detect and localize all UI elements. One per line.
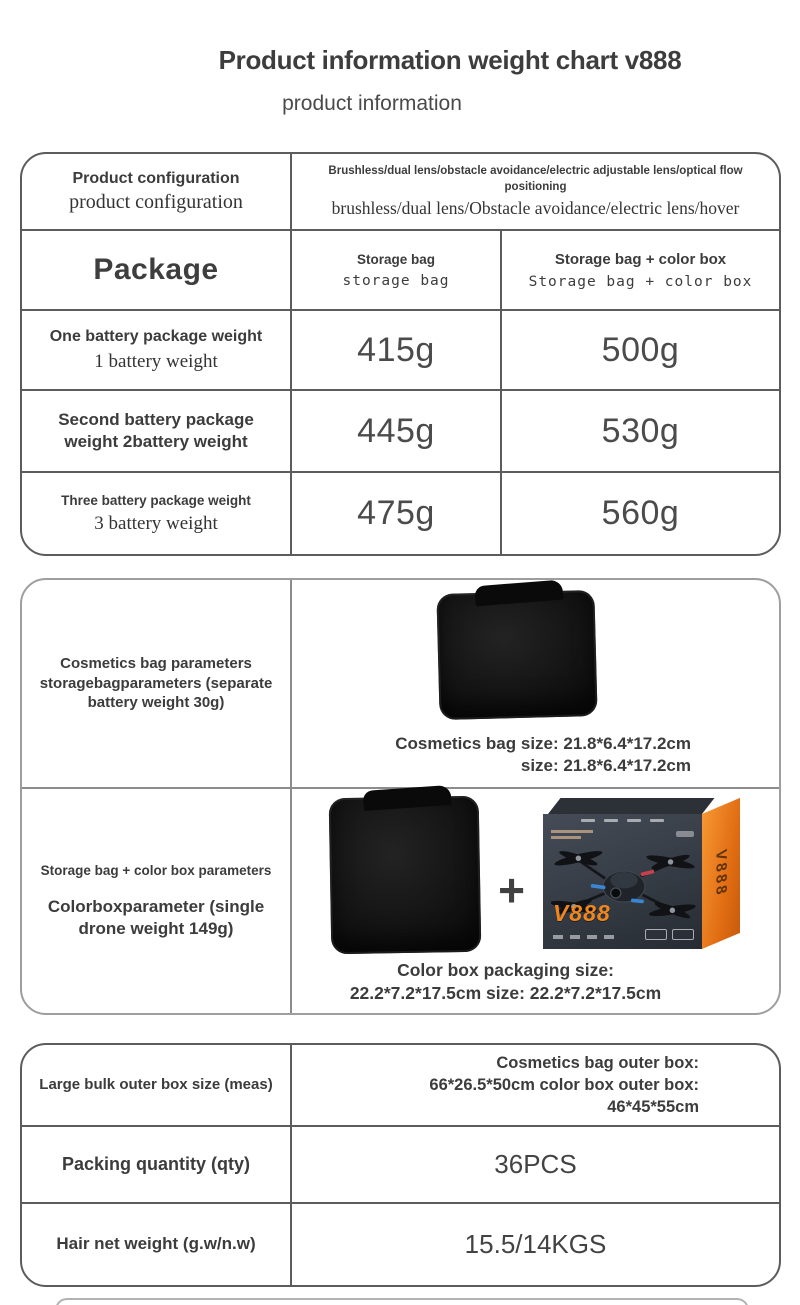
- cell-one-battery-label: [22, 311, 290, 389]
- three-battery-bold: Three battery package weight: [61, 492, 251, 508]
- two-battery-bag-value: 445g: [357, 411, 435, 450]
- three-battery-box-value: 560g: [601, 494, 680, 532]
- cell-three-battery-label: [22, 473, 290, 554]
- table-row-two-battery: [22, 389, 779, 471]
- config-value-serif: brushless/dual lens/Obstacle avoidance/electric lens/hover: [331, 198, 740, 219]
- colorbox-caption: [350, 959, 661, 1005]
- cell-packing-qty-label: [22, 1127, 290, 1202]
- cell-colorbox-label: [22, 789, 290, 1013]
- outer-box-label: Large bulk outer box size (meas): [39, 1076, 273, 1094]
- cell-storage-box-header: [500, 231, 779, 309]
- three-battery-bag-value: 475g: [357, 494, 435, 532]
- cell-net-weight-label: [22, 1204, 290, 1285]
- table-row-net-weight: [22, 1202, 779, 1285]
- storage-bag-header-sub: storage bag: [342, 273, 450, 290]
- color-box-side-brand: V888: [712, 846, 730, 901]
- shipping-table: [20, 1043, 781, 1287]
- outer-box-line3: 46*45*55cm: [607, 1098, 699, 1117]
- cell-config-label: [22, 154, 290, 229]
- cosmetics-label: Cosmetics bag parameters storagebagparameters (separate battery weight 30g): [39, 655, 273, 712]
- cell-storage-bag-header: [290, 231, 500, 309]
- cell-outer-box-value: [290, 1045, 779, 1125]
- cell-net-weight-value: [290, 1204, 779, 1285]
- table-row-three-battery: [22, 471, 779, 554]
- outer-box-line1: Cosmetics bag outer box:: [496, 1053, 699, 1072]
- color-box-orange-side: [702, 798, 740, 949]
- table-row-cosmetics-bag: [22, 580, 779, 787]
- cell-cosmetics-picture: [290, 580, 779, 787]
- cell-config-value: [290, 154, 779, 229]
- cell-packing-qty-value: [290, 1127, 779, 1202]
- cell-two-battery-box-weight: [500, 391, 779, 471]
- storage-box-header-bold: Storage bag + color box: [554, 250, 727, 268]
- box-bottom-badges: [645, 929, 694, 940]
- cell-two-battery-label: [22, 391, 290, 471]
- box-bottom-icons: [553, 935, 614, 939]
- config-label-bold: Product configuration: [72, 170, 240, 188]
- one-battery-bag-value: 415g: [357, 330, 435, 369]
- cell-one-battery-bag-weight: [290, 311, 500, 389]
- net-weight-label: Hair net weight (g.w/n.w): [56, 1234, 256, 1254]
- one-battery-box-value: 500g: [601, 330, 680, 369]
- net-weight-value: 15.5/14KGS: [464, 1229, 607, 1259]
- weight-table: [20, 152, 781, 556]
- packaging-table: [20, 578, 781, 1015]
- packing-qty-label: Packing quantity (qty): [61, 1154, 250, 1174]
- page-subtitle: product information: [282, 92, 462, 115]
- one-battery-serif: 1 battery weight: [94, 351, 218, 373]
- plus-sign: +: [498, 864, 525, 916]
- three-battery-serif: 3 battery weight: [94, 513, 218, 535]
- table-row-package-header: [22, 229, 779, 309]
- one-battery-bold: One battery package weight: [49, 327, 263, 345]
- cosmetics-caption-line2: size: 21.8*6.4*17.2cm: [520, 755, 691, 775]
- cell-one-battery-box-weight: [500, 311, 779, 389]
- table-row-packing-qty: [22, 1125, 779, 1202]
- table-row-configuration: [22, 154, 779, 229]
- package-label: Package: [93, 253, 219, 286]
- cell-outer-box-label: [22, 1045, 290, 1125]
- outer-box-line2: 66*26.5*50cm color box outer box:: [429, 1075, 699, 1094]
- cell-three-battery-box-weight: [500, 473, 779, 554]
- packing-qty-value: 36PCS: [494, 1149, 577, 1179]
- colorbox-image-row: [330, 797, 741, 953]
- cell-cosmetics-label: [22, 580, 290, 787]
- table-row-outer-box: [22, 1045, 779, 1125]
- page-title: Product information weight chart v888: [218, 45, 682, 75]
- cosmetics-bag-caption: [292, 733, 779, 777]
- color-box-image: [543, 798, 741, 952]
- table-row-one-battery: [22, 309, 779, 389]
- color-box-front-face: [543, 814, 702, 949]
- storage-bag-header-bold: Storage bag: [356, 251, 435, 267]
- config-label-serif: product configuration: [69, 190, 243, 213]
- cell-colorbox-picture: [290, 789, 779, 1013]
- cell-two-battery-bag-weight: [290, 391, 500, 471]
- outer-box-value: [292, 1052, 779, 1119]
- storage-bag-image: [329, 796, 482, 955]
- config-value-bold: Brushless/dual lens/obstacle avoidance/electric adjustable lens/optical flow positioning: [328, 164, 743, 193]
- colorbox-caption-line1: Color box packaging size:: [397, 960, 614, 980]
- box-feature-icons: [581, 819, 664, 822]
- cosmetics-bag-image: [436, 590, 597, 720]
- colorbox-label-main: Colorboxparameter (single drone weight 149g): [47, 896, 265, 938]
- two-battery-bold: Second battery package weight 2battery weight: [58, 409, 254, 451]
- table-row-colorbox: [22, 787, 779, 1013]
- cell-package: [22, 231, 290, 309]
- colorbox-label-top: Storage bag + color box parameters: [40, 863, 272, 879]
- two-battery-box-value: 530g: [601, 411, 680, 450]
- next-section-peek: [55, 1298, 749, 1305]
- cell-three-battery-bag-weight: [290, 473, 500, 554]
- colorbox-caption-line2: 22.2*7.2*17.5cm size: 22.2*7.2*17.5cm: [349, 982, 662, 1003]
- storage-box-header-sub: Storage bag + color box: [528, 274, 753, 291]
- box-brand-logo: V888: [552, 900, 611, 926]
- cosmetics-caption-line1: Cosmetics bag size: 21.8*6.4*17.2cm: [395, 733, 691, 753]
- color-box-top-face: [548, 798, 715, 814]
